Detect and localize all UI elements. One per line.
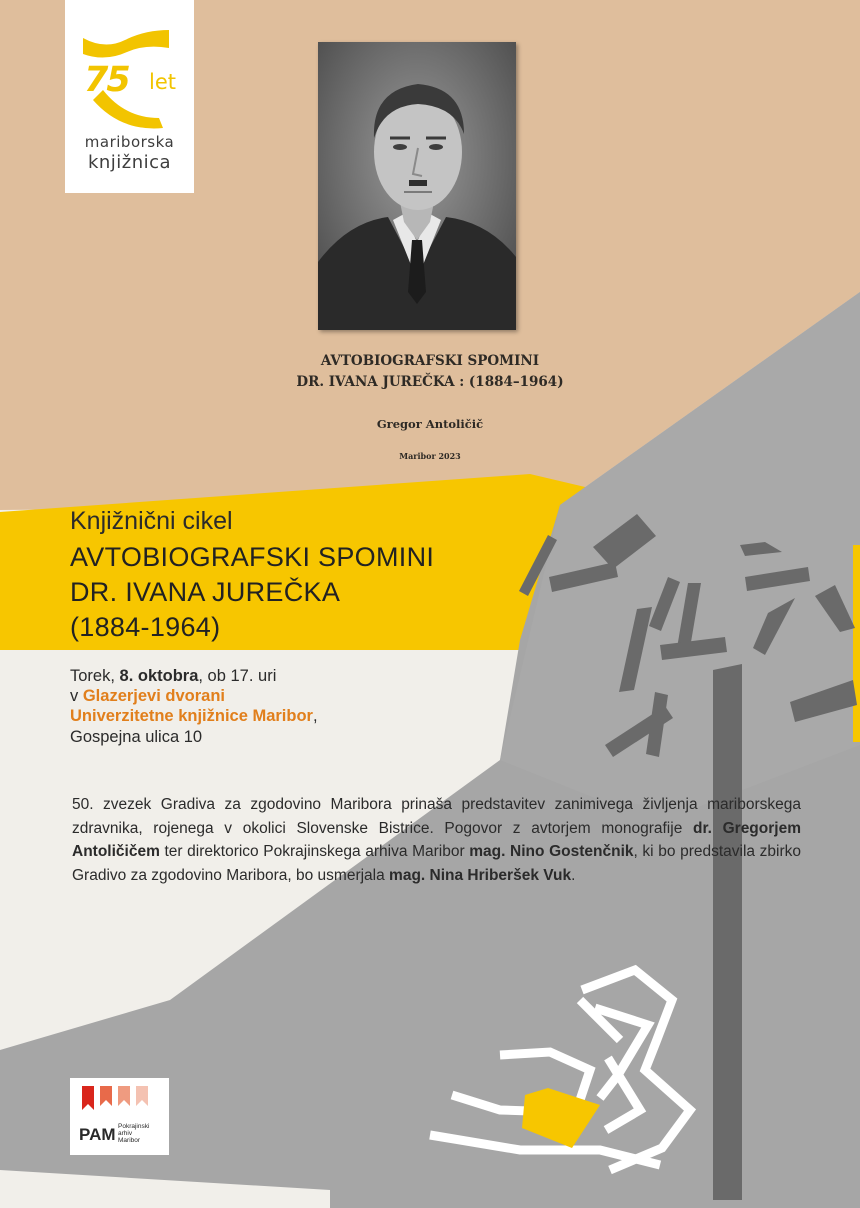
event-venue-line2: Univerzitetne knjižnice Maribor <box>70 707 313 725</box>
event-time: , ob 17. uri <box>198 667 277 685</box>
pam-line3: Maribor <box>118 1137 141 1144</box>
logo-number: 75 <box>84 60 129 100</box>
description-text-3: , ki bo predstavila zbirko Gradivo za zgodovino Maribora, bo usmerjala <box>72 843 801 884</box>
pam-logo <box>70 1078 169 1155</box>
logo-line2: knjižnica <box>87 152 172 173</box>
book-author: Gregor Antoličič <box>376 417 484 431</box>
event-venue-line1: Glazerjevi dvorani <box>82 687 225 705</box>
description-text-2: ter direktorico Pokrajinskega arhiva Maribor <box>159 843 470 860</box>
event-venue <box>70 686 225 707</box>
book-place-year: Maribor 2023 <box>399 451 461 461</box>
logo-suffix: let <box>149 70 176 94</box>
portrait-image <box>318 42 516 330</box>
event-date: 8. oktobra <box>119 667 199 685</box>
description-text-4: . <box>571 866 576 884</box>
book-title-line2: DR. IVANA JUREČKA : (1884–1964) <box>296 374 564 390</box>
event-series: Knjižnični cikel <box>70 507 233 535</box>
event-venue-prefix: v <box>70 687 79 705</box>
description-name-author: dr. Gregorjem Antoličičem <box>72 819 801 860</box>
pam-acronym: PAM <box>79 1125 116 1144</box>
event-datetime <box>70 666 276 687</box>
description-name-director: mag. Nino Gostenčnik <box>469 843 634 860</box>
book-title-line1: AVTOBIOGRAFSKI SPOMINI <box>320 353 540 369</box>
library-anniversary-logo <box>65 0 194 193</box>
event-venue-comma: , <box>312 707 318 725</box>
event-address: Gospejna ulica 10 <box>70 728 203 746</box>
logo-line1: mariborska <box>84 133 175 151</box>
event-title-line3: (1884-1964) <box>70 612 221 642</box>
description-text-1: 50. zvezek Gradiva za zgodovino Maribora prinaša predstavitev zanimivega življenja mariborskega zdravnika, rojenega v okolici Slovenske Bistrice. Pogovor z avtorjem monografije <box>72 796 801 837</box>
pam-line1: Pokrajinski <box>118 1123 150 1130</box>
event-title-line2: DR. IVANA JUREČKA <box>70 577 341 607</box>
description-name-moderator: mag. Nina Hriberšek Vuk <box>389 866 572 884</box>
event-description <box>72 793 801 887</box>
event-venue-2 <box>70 706 318 727</box>
portrait-photo <box>318 42 516 330</box>
event-title-line1: AVTOBIOGRAFSKI SPOMINI <box>70 542 435 572</box>
pam-fullname <box>118 1123 149 1144</box>
event-day: Torek, <box>70 667 115 685</box>
pam-flags-icon <box>70 1078 169 1123</box>
pam-line2: arhiv <box>118 1130 133 1137</box>
